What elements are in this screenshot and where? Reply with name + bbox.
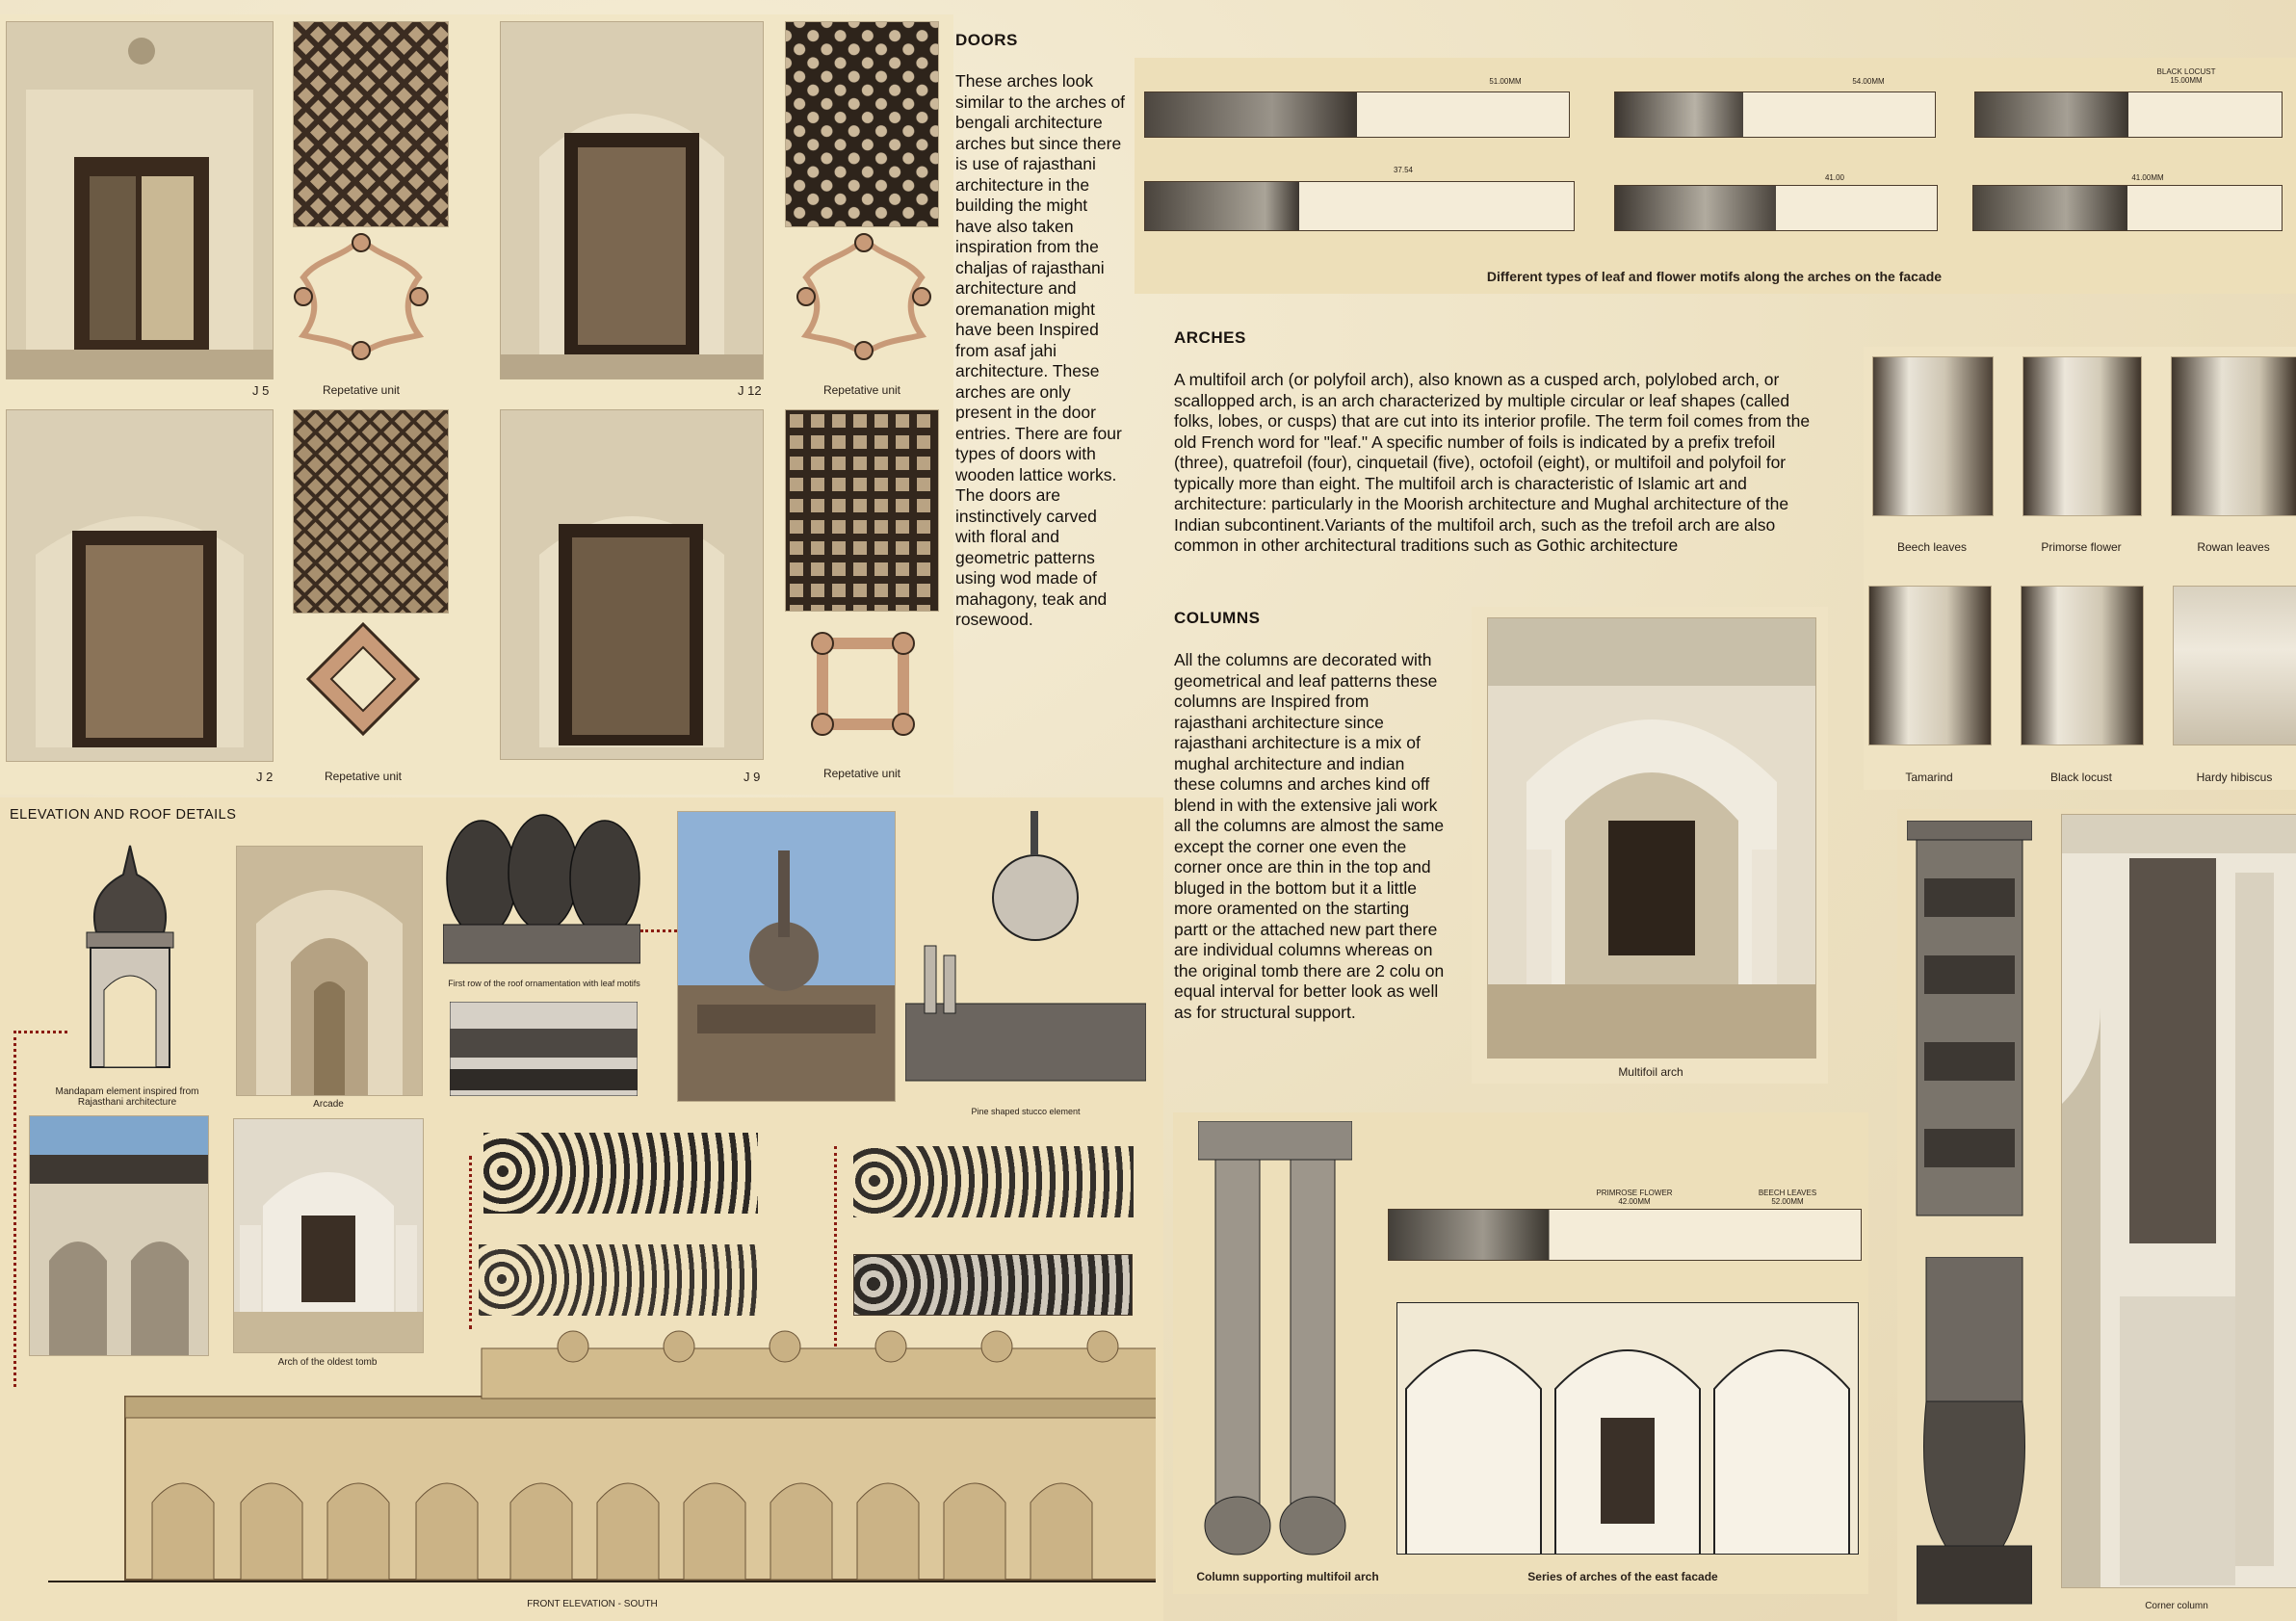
leaf-photo-primorse <box>2022 356 2142 516</box>
doors-text: These arches look similar to the arches of bengali architecture arches but since there is use of rajasthani architecture in the building the might have also taken inspiration from the chaljas of rajasthani architecture and oremanation might have been Inspired from asaf jahi architecture. These arches are only present in the door entries. There are four types of doors with wooden lattice works. The doors are instinctively carved with floral and geometric patterns using wod made of mahagony, teak and rosewood. <box>955 71 1126 629</box>
arcade-caption: Arcade <box>313 1099 344 1110</box>
corner-column-sketch-bottom <box>1917 1257 2032 1611</box>
leaf-photo-blacklocust <box>2021 586 2144 745</box>
leader-line-1 <box>640 929 677 932</box>
motif-strip-4 <box>1144 181 1575 231</box>
motif-dim-2: 54.00MM <box>1852 77 1885 86</box>
floral-band-1 <box>483 1133 758 1214</box>
columns-heading: COLUMNS <box>1174 609 1261 627</box>
leaf-label-beech: Beech leaves <box>1896 540 1968 554</box>
motif-strip-2 <box>1614 92 1936 138</box>
mandapam-caption: Mandapam element inspired from Rajasthani architecture <box>55 1086 199 1108</box>
front-elevation-drawing <box>48 1310 1156 1599</box>
elevation-heading: ELEVATION AND ROOF DETAILS <box>10 807 237 823</box>
door-photo-j12 <box>500 21 764 379</box>
repetative-unit-2-label: Repetative unit <box>822 383 901 397</box>
repetative-unit-1-label: Repetative unit <box>322 383 401 397</box>
lattice-photo-3 <box>293 409 449 614</box>
roof-dome-photo <box>677 811 896 1102</box>
arches-text: A multifoil arch (or polyfoil arch), also known as a cusped arch, polylobed arch, or scallopped arch, is an arch characterized by multiple circular or leaf shapes (called folks, lobes, or cusps) that are cut into its interior profile. The term foil comes from the old French word for "leaf." A specific number of foils is indicated by a prefix trefoil (three), quatrefoil (four), cinquetail (five), octofoil (eight), or multifoil and polyfoil for typically more than eight. The multifoil arch is characteristic of Islamic art and architecture: particularly in the Moorish architecture and Mughal architecture of the Indian subcontinent.Variants of the multifoil arch, such as the trefoil arch are also common in other architectural traditions such as Gothic architecture <box>1174 370 1811 555</box>
door-ref-j2: J 2 <box>256 770 274 784</box>
multifoil-caption: Multifoil arch <box>1618 1065 1683 1079</box>
front-elevation-caption: FRONT ELEVATION - SOUTH <box>527 1599 658 1609</box>
leaf-photo-rowan <box>2171 356 2296 516</box>
motif-dim-3: BLACK LOCUST 15.00MM <box>2156 67 2216 85</box>
motif-dim-1: 51.00MM <box>1489 77 1522 86</box>
pine-caption: Pine shaped stucco element <box>971 1107 1081 1116</box>
multifoil-arch-photo <box>1487 617 1816 1059</box>
east-facade-arches-sketch <box>1396 1302 1859 1555</box>
motif-dim-4: 37.54 <box>1393 166 1414 174</box>
beech-dim: BEECH LEAVES 52.00MM <box>1758 1189 1817 1206</box>
motif-strip-3 <box>1974 92 2283 138</box>
mandapam-sketch <box>67 836 193 1077</box>
corner-column-sketch-top <box>1907 821 2032 1233</box>
arches-heading: ARCHES <box>1174 328 1246 347</box>
leaf-photo-beech <box>1872 356 1994 516</box>
repetative-unit-1-icon <box>289 229 433 364</box>
leader-line-4 <box>469 1156 472 1329</box>
corner-column-photo <box>2061 814 2296 1588</box>
door-ref-j9: J 9 <box>744 770 761 784</box>
door-photo-j9 <box>500 409 764 760</box>
motif-strip-6 <box>1972 185 2283 231</box>
repetative-unit-4-icon <box>805 626 921 742</box>
lattice-photo-4 <box>785 409 939 612</box>
floral-band-3 <box>853 1146 1134 1217</box>
leaf-photo-hibiscus <box>2173 586 2296 745</box>
doors-heading: DOORS <box>955 31 1018 49</box>
leader-line-3 <box>13 1031 16 1387</box>
door-ref-j12: J 12 <box>738 383 762 398</box>
leaf-label-blacklocust: Black locust <box>2049 771 2113 784</box>
motif-dim-6: 41.00MM <box>2131 173 2164 182</box>
lattice-photo-2 <box>785 21 939 227</box>
motif-strip-5 <box>1614 185 1938 231</box>
door-ref-j5: J 5 <box>252 383 270 398</box>
repetative-unit-2-icon <box>792 229 936 364</box>
motifs-caption: Different types of leaf and flower motifs along the arches on the facade <box>1486 269 1943 284</box>
east-facade-caption: Series of arches of the east facade <box>1527 1570 1718 1583</box>
leaf-photo-tamarind <box>1868 586 1992 745</box>
leaf-label-primorse: Primorse flower <box>2041 540 2122 554</box>
arcade-photo <box>236 846 423 1096</box>
lattice-photo-1 <box>293 21 449 227</box>
motif-dim-5: 41.00 <box>1824 173 1845 182</box>
roof-band-sketch <box>450 1002 638 1096</box>
floral-band-4 <box>853 1254 1133 1316</box>
pine-stucco-sketch <box>905 811 1146 1105</box>
primrose-beech-strip <box>1388 1209 1862 1261</box>
leader-line-2 <box>13 1031 67 1033</box>
roof-leaf-ornament-sketch <box>443 811 640 973</box>
first-row-caption: First row of the roof ornamentation with leaf motifs <box>448 979 640 988</box>
motif-strip-1 <box>1144 92 1570 138</box>
paired-columns-sketch <box>1198 1121 1352 1562</box>
repetative-unit-3-label: Repetative unit <box>324 770 403 783</box>
repetative-unit-3-icon <box>300 616 426 742</box>
oldest-tomb-caption: Arch of the oldest tomb <box>277 1357 378 1368</box>
columns-text: All the columns are decorated with geometrical and leaf patterns these columns are Inspired from rajasthani architecture since rajasthani architecture is a mix of mughal architecture and indian these columns and arches kind off blend in with the extensive jali work all the columns are almost the same except the corner one even the corner once are thin in the top and bluged in the bottom but it a little more oramented on the starting partt or the attached new part there are individual columns whereas on the original tomb there are 2 colu on equal interval for better look as well as for structural support. <box>1174 650 1445 1022</box>
door-photo-j5 <box>6 21 274 379</box>
floral-band-2 <box>479 1244 761 1316</box>
primrose-dim: PRIMROSE FLOWER 42.00MM <box>1596 1189 1673 1206</box>
column-support-caption: Column supporting multifoil arch <box>1196 1570 1379 1583</box>
leaf-label-tamarind: Tamarind <box>1905 771 1953 784</box>
corner-column-caption: Corner column <box>2145 1601 2208 1611</box>
repetative-unit-4-label: Repetative unit <box>822 767 901 780</box>
leaf-label-rowan: Rowan leaves <box>2197 540 2270 554</box>
leaf-label-hibiscus: Hardy hibiscus <box>2196 771 2273 784</box>
door-photo-j2 <box>6 409 274 762</box>
